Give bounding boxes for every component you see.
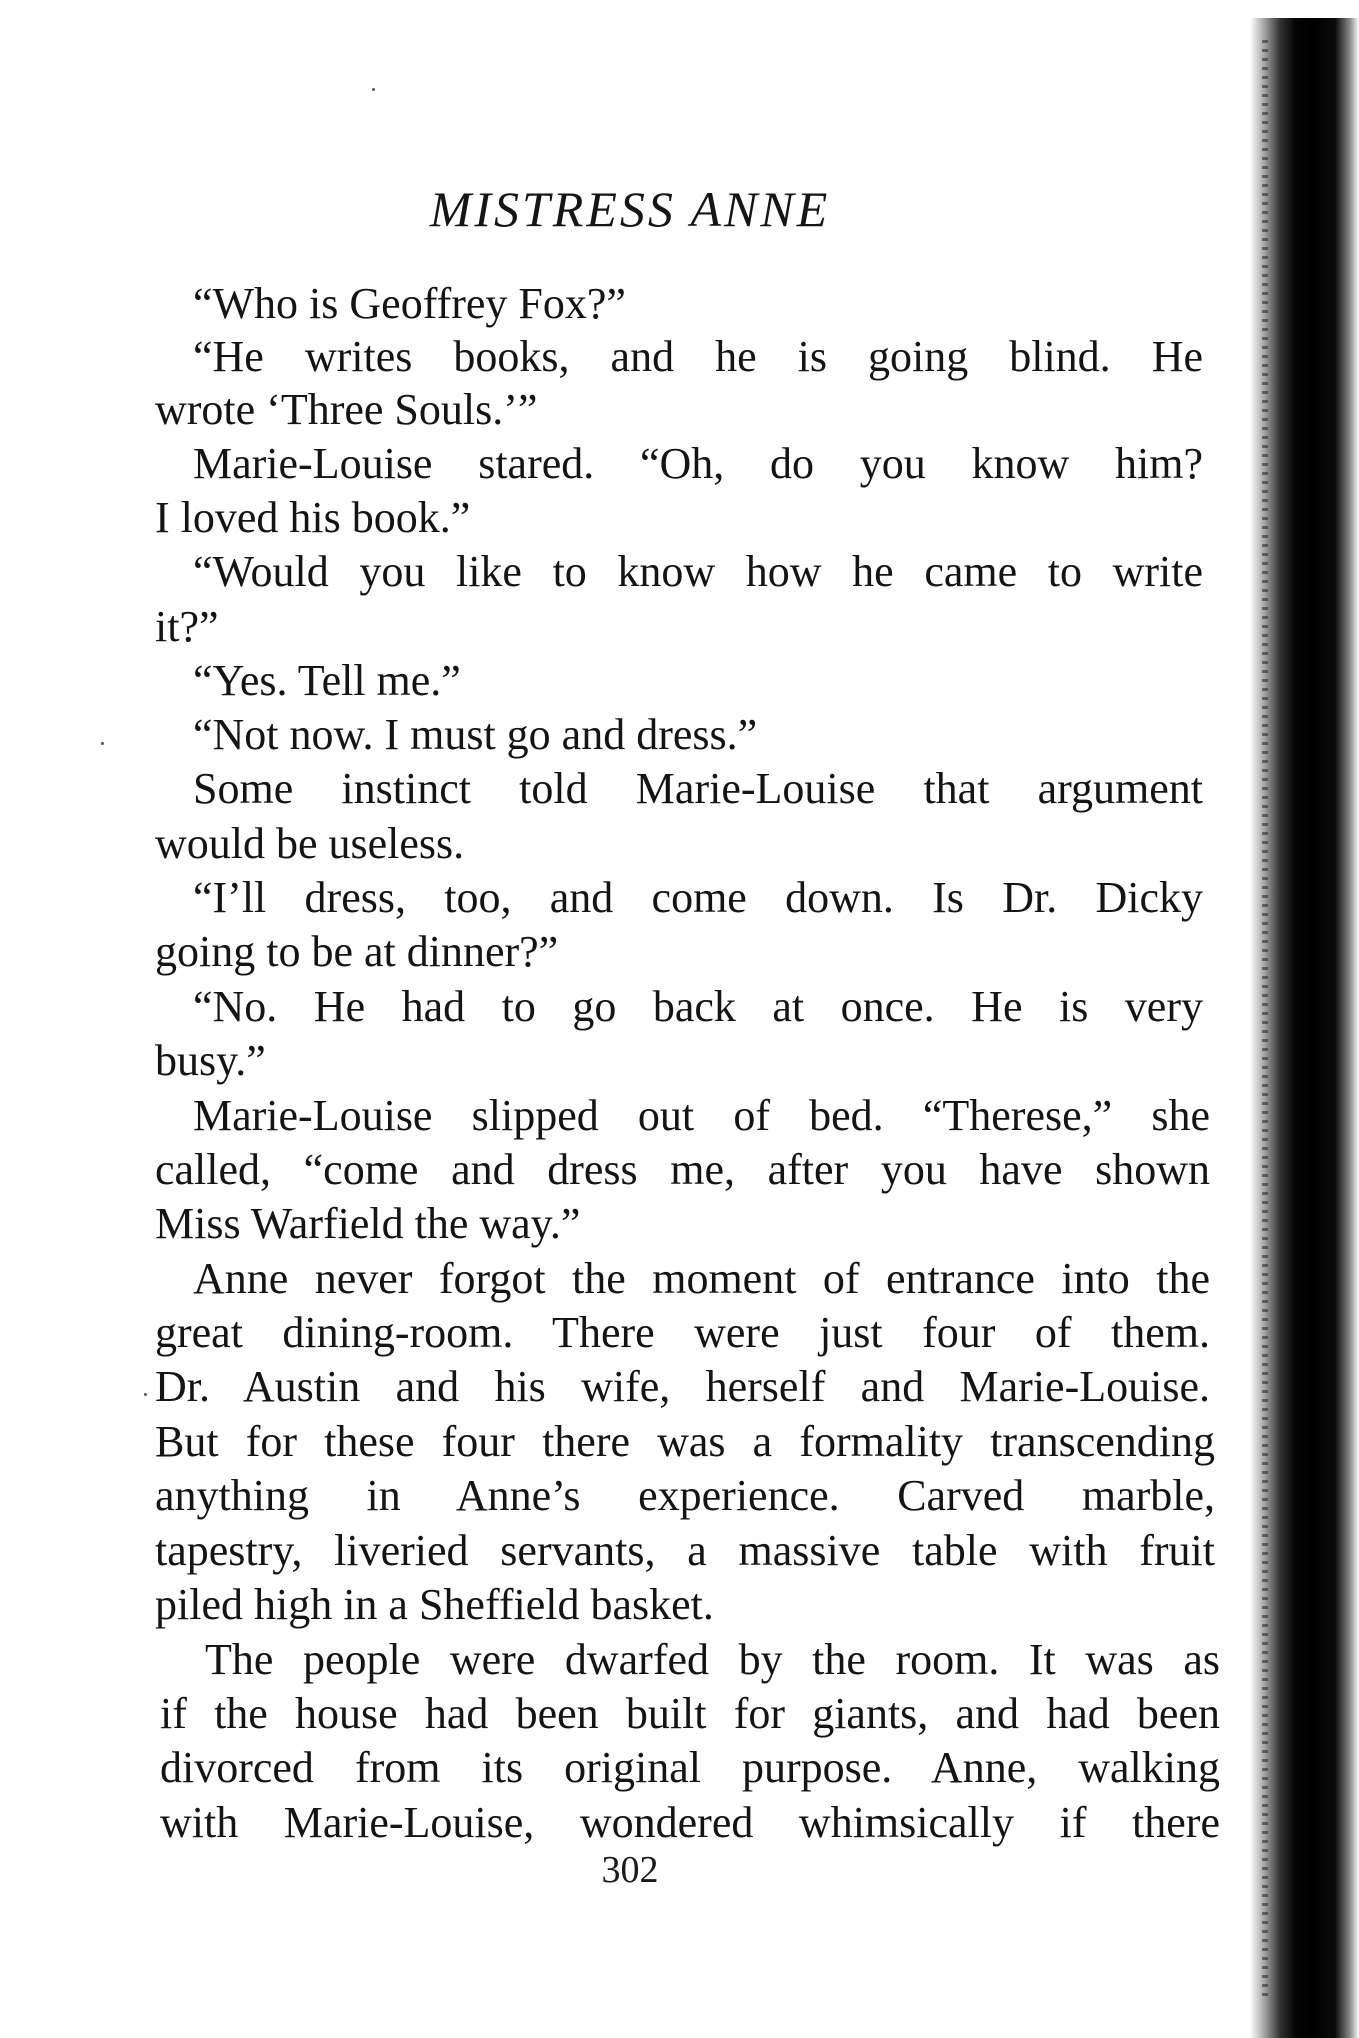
text-line: “He writes books, and he is going blind. He — [193, 332, 1203, 381]
text-line: if the house had been built for giants, and had been — [160, 1689, 1220, 1738]
text-line: busy.” — [155, 1036, 266, 1085]
text-line: “Yes. Tell me.” — [193, 656, 461, 705]
text-line: “Would you like to know how he came to write — [193, 547, 1203, 596]
text-line: I loved his book.” — [155, 493, 471, 542]
text-line: The people were dwarfed by the room. It was as — [205, 1635, 1220, 1684]
text-line: piled high in a Sheffield basket. — [155, 1580, 714, 1629]
spine-speckle — [1262, 40, 1268, 2000]
text-line: divorced from its original purpose. Anne, walking — [160, 1743, 1220, 1792]
text-line: tapestry, liveried servants, a massive table with fruit — [155, 1526, 1215, 1575]
text-line: But for these four there was a formality transcending — [155, 1417, 1215, 1466]
text-line: called, “come and dress me, after you have shown — [155, 1145, 1210, 1194]
running-title: MISTRESS ANNE — [429, 181, 831, 237]
text-line: “No. He had to go back at once. He is very — [193, 982, 1203, 1031]
text-line: “I’ll dress, too, and come down. Is Dr. Dicky — [193, 873, 1203, 922]
text-line: would be useless. — [155, 819, 465, 868]
text-line: with Marie-Louise, wondered whimsically if there — [160, 1798, 1220, 1847]
text-line: Anne never forgot the moment of entrance into the — [193, 1254, 1210, 1303]
text-line: going to be at dinner?” — [155, 927, 559, 976]
page-number: 302 — [601, 1849, 659, 1891]
text-line: great dining-room. There were just four of them. — [155, 1308, 1210, 1357]
text-line: it?” — [155, 602, 219, 651]
text-line: “Not now. I must go and dress.” — [193, 710, 758, 759]
text-line: Marie-Louise slipped out of bed. “Therese,” she — [193, 1091, 1210, 1140]
text-line: “Who is Geoffrey Fox?” — [193, 279, 626, 328]
text-line: Dr. Austin and his wife, herself and Marie-Louise. — [155, 1362, 1210, 1411]
text-line: Marie-Louise stared. “Oh, do you know him? — [193, 439, 1203, 488]
text-line: wrote ‘Three Souls.’” — [155, 385, 538, 434]
text-line: Miss Warfield the way.” — [155, 1199, 581, 1248]
text-line: anything in Anne’s experience. Carved marble, — [155, 1471, 1215, 1520]
text-line: Some instinct told Marie-Louise that argument — [193, 764, 1203, 813]
